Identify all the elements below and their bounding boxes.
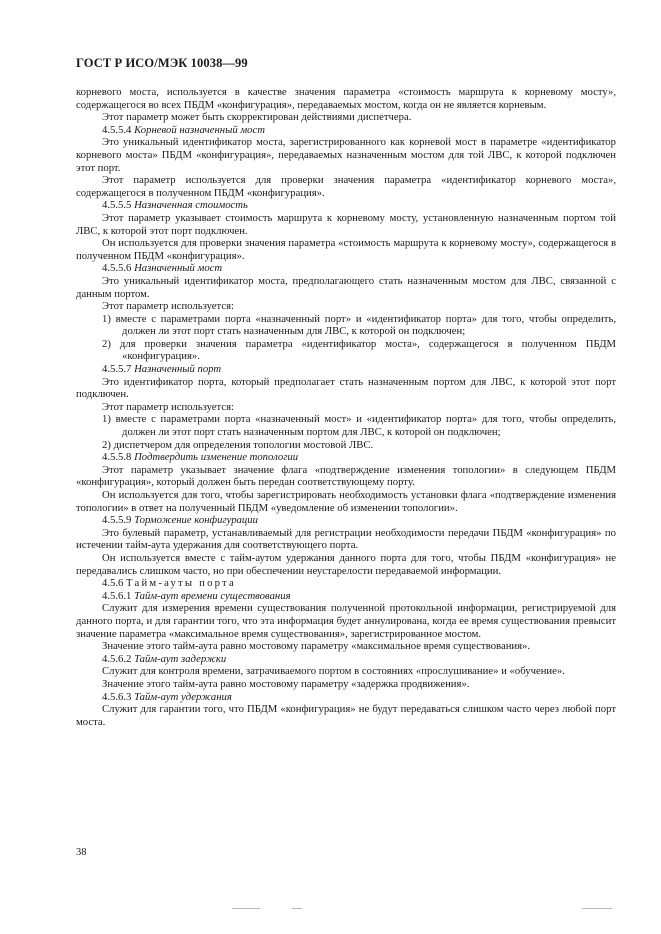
paragraph: Он используется для того, чтобы зарегистрировать необходимость установки флага «подтверждение изменения топологии» в ответ на полученный ПБДМ «уведомление об изменении топологии».: [76, 489, 616, 514]
document-body: [76, 86, 616, 728]
paragraph: Он используется для проверки значения параметра «стоимость маршрута к корневому мосту», содержащегося в полученном ПБДМ «конфигурация».: [76, 237, 616, 262]
paragraph: Служит для измерения времени существования полученной протокольной информации, регистрируемой для данного порта, и для гарантии того, что эта информация будет аннулирована, когда ее время существования превысит значение параметра «максимальное время существования», зарегистрированное мостом.: [76, 602, 616, 640]
paragraph: Это уникальный идентификатор моста, предполагающего стать назначенным мостом для ЛВС, связанной с данным портом.: [76, 274, 616, 300]
section-number: 4.5.6.3: [102, 690, 132, 703]
section-title: Торможение конфигурации: [134, 514, 258, 527]
section-heading: [76, 199, 616, 212]
section-heading: [76, 590, 616, 603]
section-title: Подтвердить изменение топологии: [134, 451, 299, 464]
section-number: 4.5.5.7: [102, 363, 132, 376]
scan-mark: [232, 908, 260, 909]
section-heading: [76, 451, 616, 464]
paragraph: Этот параметр указывает значение флага «подтверждение изменения топологии» в следующем ПБДМ «конфигурация», который должен быть передан соответствующему порту.: [76, 463, 616, 489]
document-header: ГОСТ Р ИСО/МЭК 10038—99: [76, 56, 248, 70]
paragraph: Этот параметр указывает стоимость маршрута к корневому мосту, установленную назначенным портом той ЛВС, к которой этот порт подключен.: [76, 211, 616, 237]
list-item: 2) для проверки значения параметра «идентификатор моста», содержащегося в полученном ПБДМ «конфигурация».: [102, 337, 616, 363]
paragraph: Он используется вместе с тайм-аутом удержания данного порта для того, чтобы ПБДМ «конфигурация» не передавались слишком часто, но при обеспечении неустарелости передаваемой информации.: [76, 551, 616, 577]
paragraph: Значение этого тайм-аута равно мостовому параметру «задержка продвижения».: [102, 677, 470, 690]
section-title: Тайм-аут удержания: [134, 690, 232, 703]
section-heading: [76, 691, 616, 704]
paragraph: Этот параметр может быть скорректирован действиями диспетчера.: [102, 111, 412, 124]
page-number: 38: [76, 847, 87, 858]
section-title: Тайм-аут времени существования: [134, 589, 291, 602]
section-title: Корневой назначенный мост: [134, 123, 265, 136]
paragraph: корневого моста, используется в качестве значения параметра «стоимость маршрута к корневому мосту», содержащегося во всех ПБДМ «конфигурация», передаваемых мостом, когда он не является корневым.: [76, 86, 616, 111]
paragraph: Этот параметр используется:: [102, 400, 234, 413]
section-number: 4.5.6.2: [102, 652, 132, 665]
scan-mark: [582, 908, 612, 909]
section-number: 4.5.5.9: [102, 514, 132, 527]
list-item: 1) вместе с параметрами порта «назначенный порт» и «идентификатор порта» для того, чтобы определить, должен ли этот порт стать назначенным для ЛВС, к которой он подключен;: [102, 312, 616, 338]
section-title: Назначенный мост: [134, 262, 223, 275]
section-number: 4.5.6: [102, 577, 124, 590]
paragraph: Служит для контроля времени, затрачиваемого портом в состояниях «прослушивание» и «обучение».: [102, 665, 565, 678]
section-heading: [76, 363, 616, 376]
paragraph: Это уникальный идентификатор моста, зарегистрированного как корневой мост в параметре «идентификатор корневого моста» ПБДМ «конфигурация», передаваемых назначенным мостом для той ЛВС, к которой подключен этот порт.: [76, 136, 616, 174]
section-title: Тайм-ауты порта: [126, 577, 236, 590]
paragraph: Этот параметр используется для проверки значения параметра «идентификатор корневого моста», содержащегося в полученном ПБДМ «конфигурация».: [76, 174, 616, 199]
section-heading: [76, 577, 616, 590]
paragraph: Это булевый параметр, устанавливаемый для регистрации необходимости передачи ПБДМ «конфигурация» по истечении тайм-аута удержания для соответствующего порта.: [76, 526, 616, 552]
section-title: Назначенная стоимость: [134, 199, 248, 212]
section-heading: [76, 262, 616, 275]
scan-mark: [292, 908, 302, 909]
paragraph: Служит для гарантии того, что ПБДМ «конфигурация» не будут передаваться слишком часто через любой порт моста.: [76, 703, 616, 728]
section-heading: [76, 124, 616, 137]
section-number: 4.5.5.5: [102, 199, 132, 212]
section-heading: [76, 514, 616, 527]
section-number: 4.5.5.8: [102, 451, 132, 464]
list-item: 2) диспетчером для определения топологии мостовой ЛВС.: [102, 438, 374, 451]
section-title: Назначенный порт: [134, 363, 222, 376]
list-item: 1) вместе с параметрами порта «назначенный мост» и «идентификатор порта» для того, чтобы определить, должен ли этот порт стать назначенным портом для ЛВС, к которой он подключен;: [102, 413, 616, 439]
paragraph: Значение этого тайм-аута равно мостовому параметру «максимальное время существования».: [102, 640, 531, 653]
paragraph: Этот параметр используется:: [102, 300, 234, 313]
paragraph: Это идентификатор порта, который предполагает стать назначенным портом для ЛВС, к которой этот порт подключен.: [76, 375, 616, 401]
section-title: Тайм-аут задержки: [134, 652, 227, 665]
section-heading: [76, 653, 616, 666]
section-number: 4.5.6.1: [102, 589, 132, 602]
section-number: 4.5.5.4: [102, 123, 132, 136]
section-number: 4.5.5.6: [102, 262, 132, 275]
